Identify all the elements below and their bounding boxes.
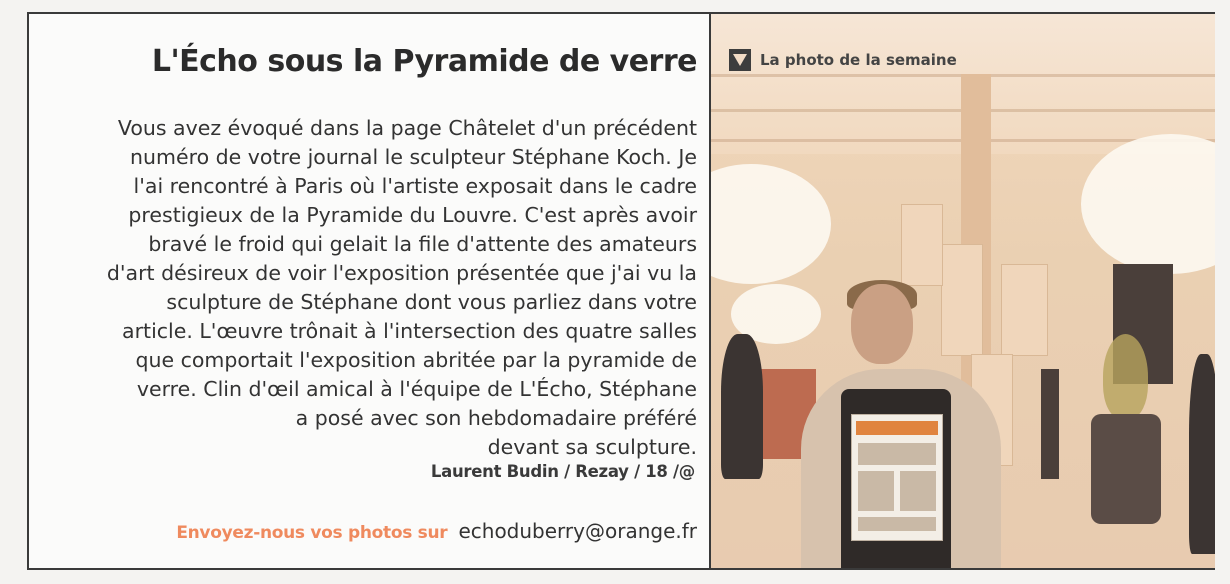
submission-cta: Envoyez-nous vos photos sur [176,523,448,543]
photo-stand [1041,369,1059,479]
body-line: article. L'œuvre trônait à l'intersection des quatre salles [122,319,697,343]
body-line: verre. Clin d'œil amical à l'équipe de L'Écho, Stéphane [136,377,697,401]
body-line: d'art désireux de voir l'exposition présentée que j'ai vu la [106,261,697,285]
body-line: l'ai rencontré à Paris où l'artiste exposait dans le cadre [133,174,697,198]
body-line: Vous avez évoqué dans la page Châtelet d'un précédent [117,116,697,140]
article-headline: L'Écho sous la Pyramide de verre [151,44,697,79]
article-text-column [29,14,709,568]
triangle-down-icon [729,49,751,71]
newspaper-block [858,443,936,465]
photo-plant-pot [1091,414,1161,524]
photo-visitor-right [1189,354,1215,554]
photo-panel [901,204,943,286]
photo-label-text: La photo de la semaine [760,51,957,69]
body-line: sculpture de Stéphane dont vous parliez dans votre [166,290,697,314]
photo-arch [709,164,831,284]
newspaper-block [858,471,894,511]
body-line: que comportait l'exposition abritée par la pyramide de [135,348,697,372]
submission-email[interactable]: echoduberry@orange.fr [458,519,697,543]
article-frame [27,12,1215,570]
photo-visitor-left [721,334,763,479]
photo-label [729,49,957,71]
body-line: bravé le froid qui gelait la file d'attente des amateurs [148,232,697,256]
photo-plant [1103,334,1148,419]
newspaper-block [900,471,936,511]
article-signature: Laurent Budin / Rezay / 18 /@ [430,462,695,481]
article-body [37,114,697,462]
body-line: prestigieux de la Pyramide du Louvre. C'est après avoir [128,203,697,227]
photo-panel [1001,264,1048,356]
body-line: devant sa sculpture. [487,435,697,459]
body-line: numéro de votre journal le sculpteur Stéphane Koch. Je [130,145,697,169]
photo-newspaper [851,414,943,541]
newspaper-masthead [856,421,938,435]
submission-footer [176,519,697,543]
photo-sculptor-head [851,284,913,364]
newspaper-block [858,517,936,531]
body-line: a posé avec son hebdomadaire préféré [295,406,697,430]
photo-of-the-week [709,14,1215,568]
photo-panel [941,244,983,356]
photo-arch [1081,134,1215,274]
